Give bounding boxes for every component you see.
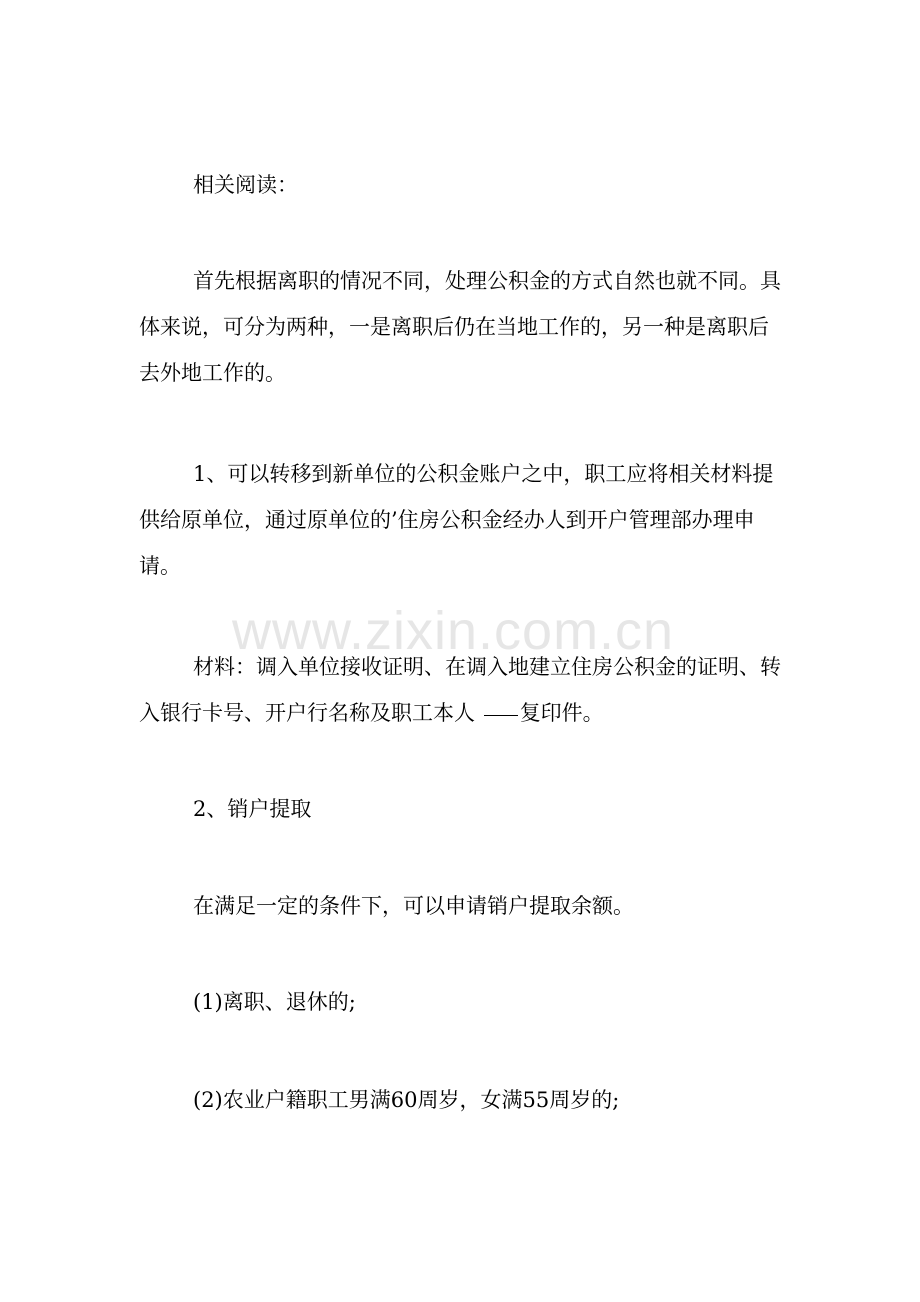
materials-text: 材料：调入单位接收证明、在调入地建立住房公积金的证明、转入银行卡号、开户行名称及职工本人 — [139, 655, 781, 725]
paragraph-closure-conditions: 在满足一定的条件下，可以申请销户提取余额。 — [193, 894, 634, 918]
paragraph-transfer: 1、可以转移到新单位的公积金账户之中，职工应将相关材料提供给原单位，通过原单位的’住房公积金经办人到开户管理部办理申请。 — [139, 462, 774, 578]
watermark: www.zixin.com.cn — [232, 601, 675, 661]
paragraph-related-reading: 相关阅读： — [193, 173, 298, 197]
paragraph-intro: 首先根据离职的情况不同，处理公积金的方式自然也就不同。具体来说，可分为两种，一是离职后仍在当地工作的，另一种是离职后去外地工作的。 — [139, 269, 781, 385]
paragraph-account-closure-heading: 2、销户提取 — [193, 797, 312, 821]
paragraph-condition-1: (1)离职、退休的; — [193, 990, 356, 1014]
paragraph-materials — [139, 644, 789, 736]
materials-text-end: 复印件。 — [519, 701, 604, 725]
blank-underline — [484, 715, 518, 716]
paragraph-condition-2: (2)农业户籍职工男满60周岁，女满55周岁的; — [193, 1088, 620, 1112]
